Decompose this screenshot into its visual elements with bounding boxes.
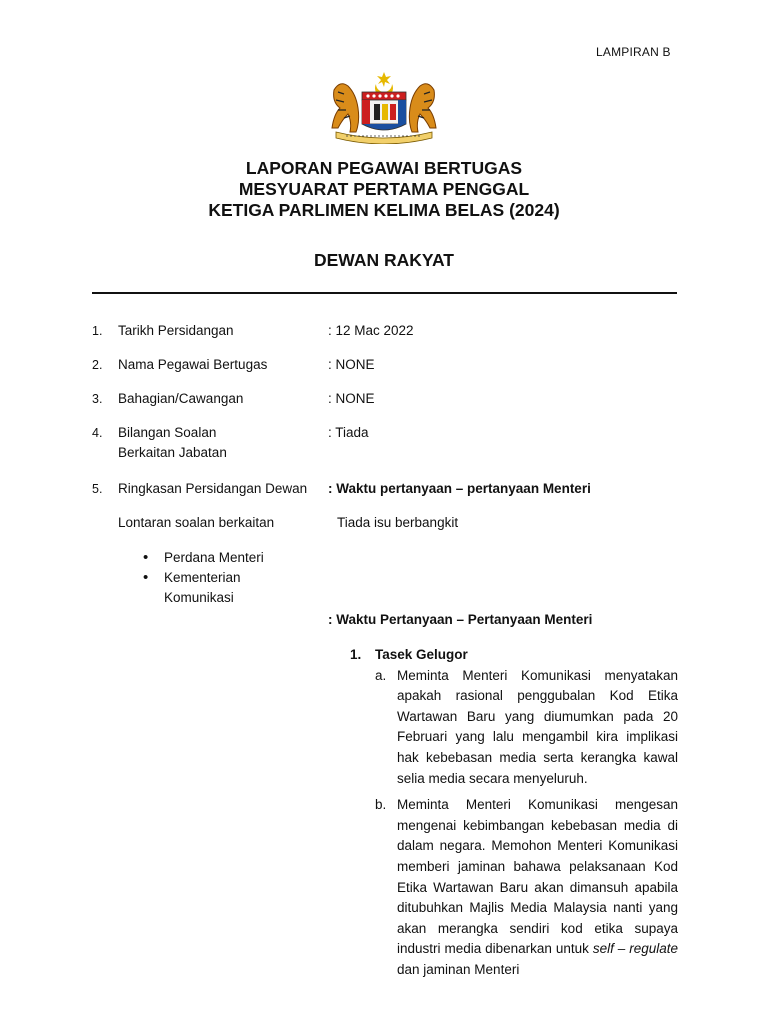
item-text bbox=[397, 795, 678, 980]
question-number: 1. bbox=[350, 647, 362, 662]
ministry-bullet-list bbox=[140, 548, 294, 608]
question-item-b bbox=[350, 795, 678, 980]
bullet-item: • Perdana Menteri bbox=[140, 548, 294, 568]
row-label: Bahagian/Cawangan bbox=[118, 391, 244, 406]
report-title-block bbox=[0, 158, 768, 221]
row-label bbox=[118, 423, 318, 463]
report-title-line-2: MESYUARAT PERTAMA PENGGAL bbox=[238, 179, 530, 199]
report-title-line-3: KETIGA PARLIMEN KELIMA BELAS (2024) bbox=[208, 200, 560, 220]
row-value: : NONE bbox=[328, 357, 375, 372]
coat-of-arms-emblem bbox=[326, 70, 442, 144]
report-title-line-1: LAPORAN PEGAWAI BERTUGAS bbox=[245, 158, 523, 178]
item-letter: a. bbox=[375, 667, 387, 683]
dewan-heading: DEWAN RAKYAT bbox=[313, 250, 454, 270]
title-divider bbox=[92, 292, 677, 294]
row-label: Ringkasan Persidangan Dewan bbox=[118, 481, 308, 496]
row-number: 4. bbox=[92, 426, 103, 440]
row-number: 5. bbox=[92, 482, 103, 496]
row-label-line-1: Bilangan Soalan bbox=[118, 425, 217, 440]
item-text-part-1: Meminta Menteri Komunikasi mengesan mengenai kebimbangan kebebasan media di dalam negara. Memohon Menteri Komunikasi memberi jaminan bahawa pelaksanaan Kod Etika Wartawan Baru akan dimansuh apabila ditubuhkan Majlis Media Malaysia nanti yang akan merangka sendiri kod etika supaya industri media dibenarkan untuk bbox=[397, 797, 678, 957]
question-title: Tasek Gelugor bbox=[375, 647, 468, 662]
lontaran-label: Lontaran soalan berkaitan bbox=[118, 515, 275, 530]
row-number: 3. bbox=[92, 392, 103, 406]
item-text-part-2: dan jaminan Menteri bbox=[397, 961, 520, 977]
lontaran-value: Tiada isu berbangkit bbox=[337, 515, 459, 530]
item-text-italic: self – regulate bbox=[592, 941, 678, 957]
row-value: : Tiada bbox=[328, 425, 369, 440]
row-number: 1. bbox=[92, 324, 103, 338]
lampiran-label: LAMPIRAN B bbox=[596, 45, 671, 59]
question-item-a bbox=[350, 666, 678, 790]
row-label: Nama Pegawai Bertugas bbox=[118, 357, 268, 372]
row-label: Tarikh Persidangan bbox=[118, 323, 234, 338]
row-value: : 12 Mac 2022 bbox=[328, 323, 414, 338]
row-label-line-2: Berkaitan Jabatan bbox=[118, 445, 227, 460]
row-value: : Waktu pertanyaan – pertanyaan Menteri bbox=[328, 481, 591, 496]
row-value: : NONE bbox=[328, 391, 375, 406]
question-block bbox=[350, 645, 678, 981]
item-text: Meminta Menteri Komunikasi menyatakan apakah rasional penggubalan Kod Etika Wartawan Baru yang diumumkan pada 20 Februari yang lalu mengambil kira implikasi hak kebebasan media serta kerangka kawal selia media secara menyeluruh. bbox=[397, 667, 678, 786]
bullet-item: • Kementerian Komunikasi bbox=[140, 568, 294, 608]
section-2-heading: : Waktu Pertanyaan – Pertanyaan Menteri bbox=[328, 612, 593, 627]
row-number: 2. bbox=[92, 358, 103, 372]
item-letter: b. bbox=[375, 797, 387, 813]
question-heading bbox=[350, 645, 678, 666]
